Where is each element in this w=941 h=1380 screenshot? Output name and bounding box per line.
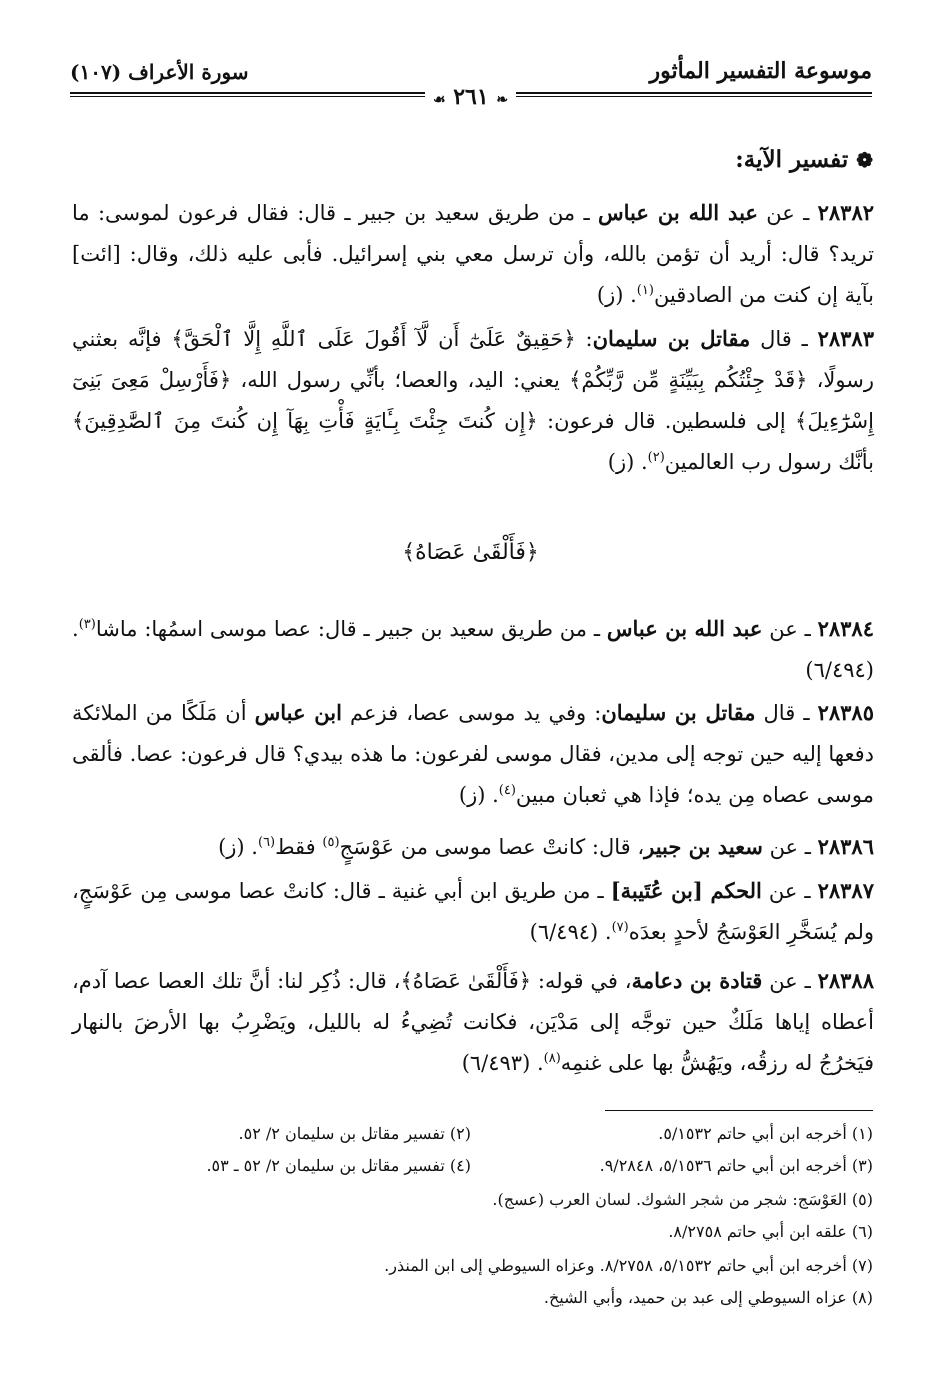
entry-source: . (٦/٤٩٤) [529, 920, 612, 944]
entry-text: ـ عن [761, 879, 818, 903]
page-number-text: ٢٦١ [453, 84, 489, 110]
footnote-ref: (١) [636, 283, 654, 298]
footnote: (٣) أخرجه ابن أبي حاتم ٥/١٥٣٦، ٩/٢٨٤٨. [599, 1156, 873, 1175]
footnote-rule [605, 1110, 873, 1111]
footnote: (٢) تفسير مقاتل بن سليمان ٢/ ٥٢. [238, 1124, 471, 1143]
narrator-name: قتادة بن دعامة [631, 968, 763, 993]
page-number [425, 84, 516, 110]
quran-quote: ﴿فَأَلْقَىٰ عَصَاهُ﴾ [400, 969, 532, 993]
footnote-ref: (٨) [543, 1051, 561, 1066]
footnote: (٨) عزاه السيوطي إلى عبد بن حميد، وأبي الشيخ. [543, 1288, 873, 1307]
narrator-name: عبد الله بن عباس [606, 616, 763, 641]
footnote: (٥) العَوْسَج: شجر من شجر الشوك. لسان العرب (عسج). [492, 1190, 873, 1209]
quran-quote: ﴿حَقِيقٌ عَلَىٰٓ أَن لَّآ أَقُولَ عَلَى ٱللَّهِ إِلَّا ٱلْحَقَّ﴾ [171, 327, 576, 351]
entry-text: ـ من طريق سعيد بن جبير ـ قال: فقال فرعون لموسى: ما تريد؟ قال: أريد أن تؤمن بالله، وأن ترسل معي بني إسرائيل. فأبى عليه ذلك، وقال: [ائت] بآية إن كنت من الصادقين [72, 201, 874, 307]
entry-number: ٢٨٣٨٨ [817, 968, 874, 993]
narrator-name: الحكم [بن عُتَيبة] [610, 878, 762, 903]
footnote-ref: (٧) [611, 920, 629, 935]
entry-text: ، قال: ذُكِر لنا: أنَّ تلك العصا عصا آدم، أعطاه إياها مَلَكٌ حين توجَّه إلى مَدْيَن، فكانت تُضِيءُ له بالليل، ويَضْرِبُ بها الأرضَ بالنهار فيَخرُجُ له رزقُه، ويَهُشُّ بها على غنمِه [72, 969, 874, 1075]
footnote-ref: (٥) [322, 835, 340, 850]
entry-28382 [72, 192, 874, 316]
entry-28387 [72, 870, 874, 953]
narrator-name: سعيد بن جبير [644, 834, 763, 859]
entry-text: ـ قال [755, 701, 818, 725]
entry-28384 [72, 608, 874, 691]
entry-text: ـ عن [762, 617, 818, 641]
narrator-name: مقاتل بن سليمان [601, 700, 756, 725]
quran-quote: ﴿إِن كُنتَ جِئْتَ بِـَٔايَةٍ فَأْتِ بِهَآ إِن كُنتَ مِنَ ٱلصَّٰدِقِينَ﴾ [72, 409, 538, 433]
section-heading-text: تفسير الآية: [735, 146, 849, 173]
footnote-ref: (٣) [78, 617, 96, 632]
entry-text: فقط [275, 835, 323, 859]
entry-source: . (٦/٤٩٣) [461, 1051, 544, 1075]
entry-text: ـ عن [762, 835, 818, 859]
entry-number: ٢٨٣٨٢ [817, 200, 875, 225]
entry-source: . (٦/٤٩٤) [72, 617, 874, 682]
entry-text: بأنَّك رسول رب العالمين [664, 450, 874, 474]
entry-text: : وفي يد موسى عصا، فزعم [341, 701, 602, 725]
entry-28383 [72, 318, 874, 483]
entry-text: ، قال: كانتْ عصا موسى من عَوْسَجٍ [339, 835, 645, 859]
entry-text: ـ قال [750, 327, 818, 351]
entry-text: يعني: اليد، والعصا؛ بأنِّي رسول الله، [231, 368, 570, 392]
entry-number: ٢٨٣٨٦ [817, 834, 874, 859]
footnote-ref: (٢) [647, 450, 665, 465]
entry-text: إلى فلسطين. قال فرعون: [537, 409, 796, 433]
entry-source: . (ز) [607, 450, 648, 474]
footnote: (١) أخرجه ابن أبي حاتم ٥/١٥٣٢. [658, 1124, 873, 1143]
entry-source: . (ز) [458, 783, 499, 807]
entry-text: أن مَلَكًا من الملائكة دفعها إليه حين توجه إلى مدين، فقال موسى لفرعون: ما هذه بيدي؟ قال فرعون: عصا. فألقى موسى عصاه مِن يده؛ فإذا هي ثعبان مبين [72, 701, 874, 807]
footnote-ref: (٤) [498, 783, 516, 798]
narrator-name: ابن عباس [254, 700, 342, 725]
verse-heading: ﴿فَأَلْقَىٰ عَصَاهُ﴾ [402, 540, 539, 565]
entry-28388 [72, 960, 874, 1084]
entry-number: ٢٨٣٨٣ [817, 326, 874, 351]
page-number-wrap [0, 84, 941, 110]
quran-quote: ﴿فَأَرْسِلْ مَعِىَ بَنِىٓ إِسْرَٰٓءِيلَ﴾ [72, 368, 874, 433]
entry-text: ـ من طريق ابن أبي غنية ـ قال: كانتْ عصا موسى مِن عَوْسَجٍ، ولم يُسَخَّرِ العَوْسَجُ لأحدٍ بعدَه [72, 879, 874, 944]
section-heading [735, 146, 873, 173]
ornament-icon: ❧ [496, 92, 509, 108]
entry-number: ٢٨٣٨٧ [817, 878, 874, 903]
entry-text: ـ عن [757, 201, 818, 225]
entry-text: ـ عن [762, 969, 818, 993]
footnote-ref: (٦) [257, 835, 276, 850]
entry-28385 [72, 692, 874, 816]
entry-text: ـ من طريق سعيد بن جبير ـ قال: عصا موسى اسمُها: ماشا [95, 617, 607, 641]
entry-text: ، في قوله: [531, 969, 632, 993]
footnote: (٦) علقه ابن أبي حاتم ٨/٢٧٥٨. [668, 1222, 873, 1241]
flower-icon: ❁ [856, 148, 873, 172]
narrator-name: مقاتل بن سليمان [592, 326, 751, 351]
surah-label: سورة الأعراف (١٠٧) [70, 60, 249, 84]
book-title: موسوعة التفسير المأثور [649, 58, 872, 84]
quran-quote: ﴿قَدْ جِئْتُكُم بِبَيِّنَةٍ مِّن رَّبِّكُمْ﴾ [569, 368, 808, 392]
ornament-icon: ☙ [432, 92, 446, 108]
entry-text: فإنَّه بعثني رسولًا، [72, 327, 874, 392]
entry-28386 [72, 826, 874, 868]
entry-number: ٢٨٣٨٤ [817, 616, 874, 641]
footnote: (٧) أخرجه ابن أبي حاتم ٥/١٥٣٢، ٨/٢٧٥٨. وعزاه السيوطي إلى ابن المنذر. [384, 1256, 873, 1275]
entry-number: ٢٨٣٨٥ [817, 700, 874, 725]
footnote: (٤) تفسير مقاتل بن سليمان ٢/ ٥٢ ـ ٥٣. [206, 1156, 471, 1175]
entry-text: : [575, 327, 593, 351]
narrator-name: عبد الله بن عباس [598, 200, 758, 225]
entry-source: . (ز) [218, 835, 258, 859]
entry-source: . (ز) [596, 283, 637, 307]
